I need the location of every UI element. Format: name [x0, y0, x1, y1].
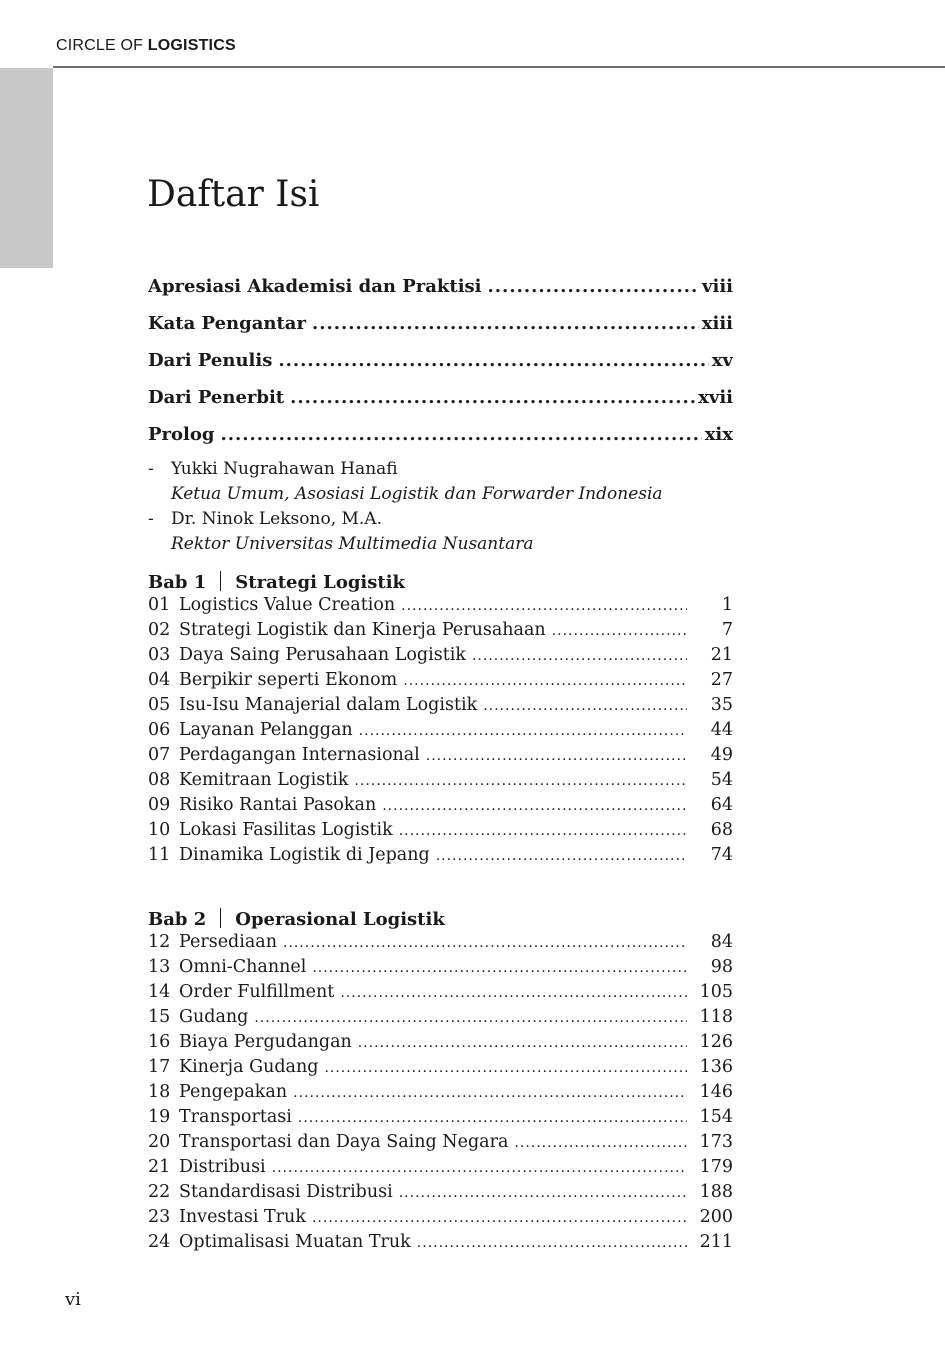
chapter-entry[interactable]	[148, 1230, 733, 1255]
toc-entry[interactable]	[148, 272, 733, 309]
toc-entry[interactable]	[148, 383, 733, 420]
bab2-label: Bab 2	[148, 909, 207, 930]
dot-leader	[354, 769, 687, 793]
chapter-entry[interactable]	[148, 1005, 733, 1030]
chapter-title: Daya Saing Perusahaan Logistik	[179, 645, 466, 665]
chapter-number: 19	[148, 1107, 171, 1127]
chapter-entry[interactable]	[148, 1105, 733, 1130]
chapter-page: 136	[699, 1057, 733, 1077]
toc-entry-label: Prolog	[148, 424, 215, 445]
chapter-page: 146	[699, 1082, 733, 1102]
page-number: vi	[65, 1289, 81, 1310]
dot-leader	[283, 931, 687, 955]
chapter-title: Transportasi	[179, 1107, 292, 1127]
dot-leader	[399, 1181, 687, 1205]
dot-leader	[403, 669, 687, 693]
chapter-title: Persediaan	[179, 932, 277, 952]
table-of-contents	[148, 272, 733, 1255]
chapter-title: Pengepakan	[179, 1082, 288, 1102]
chapter-title: Berpikir seperti Ekonom	[179, 670, 398, 690]
dot-leader	[417, 1231, 687, 1255]
chapter-page: 54	[710, 770, 733, 790]
chapter-number: 02	[148, 620, 171, 640]
chapter-number: 15	[148, 1007, 171, 1027]
chapter-number: 16	[148, 1032, 171, 1052]
list-dash: -	[148, 459, 154, 479]
chapter-title: Optimalisasi Muatan Truk	[179, 1232, 411, 1252]
toc-entry-label: Dari Penerbit	[148, 387, 285, 408]
dot-leader	[514, 1131, 687, 1155]
dot-leader	[552, 619, 687, 643]
chapter-number: 04	[148, 670, 171, 690]
chapter-number: 01	[148, 595, 171, 615]
front-matter-list	[148, 272, 733, 457]
toc-entry[interactable]	[148, 309, 733, 346]
chapter-page: 35	[710, 695, 733, 715]
dot-leader	[426, 744, 687, 768]
dot-leader	[278, 346, 708, 376]
prolog-contributor	[148, 457, 733, 482]
chapter-entry[interactable]	[148, 643, 733, 668]
dot-leader	[293, 1081, 687, 1105]
bab1-separator	[220, 571, 221, 591]
chapter-page: 105	[699, 982, 733, 1002]
prolog-contributor	[148, 507, 733, 532]
dot-leader	[472, 644, 687, 668]
dot-leader	[401, 594, 687, 618]
chapter-title: Biaya Pergudangan	[179, 1032, 352, 1052]
bab1-heading	[148, 568, 733, 593]
side-tab	[0, 68, 53, 268]
chapter-page: 21	[710, 645, 733, 665]
contributor-role: Rektor Universitas Multimedia Nusantara	[171, 534, 534, 554]
chapter-page: 200	[699, 1207, 733, 1227]
prolog-contributors	[148, 457, 733, 557]
toc-entry-label: Dari Penulis	[148, 350, 273, 371]
chapter-number: 18	[148, 1082, 171, 1102]
chapter-number: 12	[148, 932, 171, 952]
bab2-heading	[148, 905, 733, 930]
chapter-title: Dinamika Logistik di Jepang	[179, 845, 430, 865]
chapter-entry[interactable]	[148, 668, 733, 693]
chapter-entry[interactable]	[148, 618, 733, 643]
bab2-separator	[220, 908, 221, 928]
chapter-page: 126	[699, 1032, 733, 1052]
chapter-number: 11	[148, 845, 171, 865]
toc-entry-page: viii	[702, 276, 733, 297]
running-head-bold: LOGISTICS	[147, 37, 236, 54]
bab2-title: Operasional Logistik	[235, 909, 445, 930]
chapter-title: Gudang	[179, 1007, 249, 1027]
dot-leader	[254, 1006, 687, 1030]
chapter-entry[interactable]	[148, 793, 733, 818]
chapter-number: 08	[148, 770, 171, 790]
bab1-label: Bab 1	[148, 572, 207, 593]
dot-leader	[272, 1156, 687, 1180]
chapter-title: Perdagangan Internasional	[179, 745, 420, 765]
chapter-number: 07	[148, 745, 171, 765]
header-rule	[53, 66, 945, 68]
chapter-entry[interactable]	[148, 1130, 733, 1155]
chapter-title: Layanan Pelanggan	[179, 720, 353, 740]
contributor-name: Yukki Nugrahawan Hanafi	[171, 459, 398, 479]
dot-leader	[436, 844, 687, 868]
chapter-title: Kinerja Gudang	[179, 1057, 319, 1077]
dot-leader	[312, 309, 699, 339]
page-title: Daftar Isi	[147, 174, 320, 216]
bab1-chapter-list	[148, 593, 733, 868]
chapter-page: 154	[699, 1107, 733, 1127]
chapter-entry[interactable]	[148, 1155, 733, 1180]
running-head	[56, 37, 236, 55]
chapter-page: 7	[721, 620, 733, 640]
chapter-entry[interactable]	[148, 718, 733, 743]
chapter-page: 1	[721, 595, 733, 615]
chapter-title: Strategi Logistik dan Kinerja Perusahaan	[179, 620, 546, 640]
contributor-role: Ketua Umum, Asosiasi Logistik dan Forwarder Indonesia	[171, 484, 663, 504]
dot-leader	[340, 981, 687, 1005]
chapter-entry[interactable]	[148, 980, 733, 1005]
chapter-entry[interactable]	[148, 768, 733, 793]
chapter-title: Standardisasi Distribusi	[179, 1182, 393, 1202]
chapter-entry[interactable]	[148, 743, 733, 768]
running-head-light: CIRCLE OF	[56, 37, 148, 54]
chapter-number: 21	[148, 1157, 171, 1177]
chapter-number: 05	[148, 695, 171, 715]
chapter-title: Isu-Isu Manajerial dalam Logistik	[179, 695, 478, 715]
chapter-page: 211	[699, 1232, 733, 1252]
chapter-page: 179	[699, 1157, 733, 1177]
toc-entry-page: xiii	[701, 313, 733, 334]
dot-leader	[358, 1031, 687, 1055]
chapter-page: 188	[699, 1182, 733, 1202]
chapter-page: 173	[699, 1132, 733, 1152]
chapter-entry[interactable]	[148, 1055, 733, 1080]
chapter-number: 06	[148, 720, 171, 740]
bab1-title: Strategi Logistik	[235, 572, 406, 593]
chapter-page: 84	[710, 932, 733, 952]
chapter-page: 68	[710, 820, 733, 840]
chapter-page: 49	[710, 745, 733, 765]
dot-leader	[312, 1206, 687, 1230]
contributor-name: Dr. Ninok Leksono, M.A.	[171, 509, 382, 529]
dot-leader	[483, 694, 687, 718]
chapter-page: 98	[710, 957, 733, 977]
chapter-entry[interactable]	[148, 593, 733, 618]
toc-entry-label: Kata Pengantar	[148, 313, 306, 334]
chapter-entry[interactable]	[148, 1080, 733, 1105]
dot-leader	[382, 794, 687, 818]
chapter-page: 64	[710, 795, 733, 815]
toc-entry[interactable]	[148, 420, 733, 457]
list-dash: -	[148, 509, 154, 529]
chapter-number: 10	[148, 820, 171, 840]
toc-entry-page: xv	[711, 350, 733, 371]
dot-leader	[290, 383, 695, 413]
chapter-title: Kemitraan Logistik	[179, 770, 349, 790]
chapter-entry[interactable]	[148, 1030, 733, 1055]
chapter-page: 118	[699, 1007, 733, 1027]
chapter-number: 24	[148, 1232, 171, 1252]
dot-leader	[488, 272, 700, 302]
chapter-number: 22	[148, 1182, 171, 1202]
chapter-title: Omni-Channel	[179, 957, 307, 977]
chapter-number: 17	[148, 1057, 171, 1077]
chapter-number: 09	[148, 795, 171, 815]
chapter-number: 14	[148, 982, 171, 1002]
chapter-entry[interactable]	[148, 930, 733, 955]
chapter-number: 23	[148, 1207, 171, 1227]
toc-entry-label: Apresiasi Akademisi dan Praktisi	[148, 276, 482, 297]
chapter-entry[interactable]	[148, 1180, 733, 1205]
chapter-number: 20	[148, 1132, 171, 1152]
toc-entry-page: xvii	[698, 387, 733, 408]
dot-leader	[324, 1056, 687, 1080]
chapter-title: Transportasi dan Daya Saing Negara	[179, 1132, 509, 1152]
chapter-title: Order Fulfillment	[179, 982, 335, 1002]
dot-leader	[312, 956, 687, 980]
toc-entry-page: xix	[704, 424, 733, 445]
dot-leader	[298, 1106, 687, 1130]
chapter-title: Risiko Rantai Pasokan	[179, 795, 377, 815]
bab2-chapter-list	[148, 930, 733, 1255]
chapter-title: Lokasi Fasilitas Logistik	[179, 820, 393, 840]
toc-entry[interactable]	[148, 346, 733, 383]
chapter-number: 13	[148, 957, 171, 977]
chapter-title: Logistics Value Creation	[179, 595, 396, 615]
chapter-entry[interactable]	[148, 693, 733, 718]
chapter-entry[interactable]	[148, 818, 733, 843]
chapter-page: 44	[710, 720, 733, 740]
chapter-title: Investasi Truk	[179, 1207, 306, 1227]
dot-leader	[359, 719, 687, 743]
chapter-entry[interactable]	[148, 1205, 733, 1230]
chapter-title: Distribusi	[179, 1157, 266, 1177]
chapter-page: 74	[710, 845, 733, 865]
dot-leader	[399, 819, 687, 843]
chapter-page: 27	[710, 670, 733, 690]
dot-leader	[220, 420, 701, 450]
chapter-number: 03	[148, 645, 171, 665]
chapter-entry[interactable]	[148, 843, 733, 868]
chapter-entry[interactable]	[148, 955, 733, 980]
